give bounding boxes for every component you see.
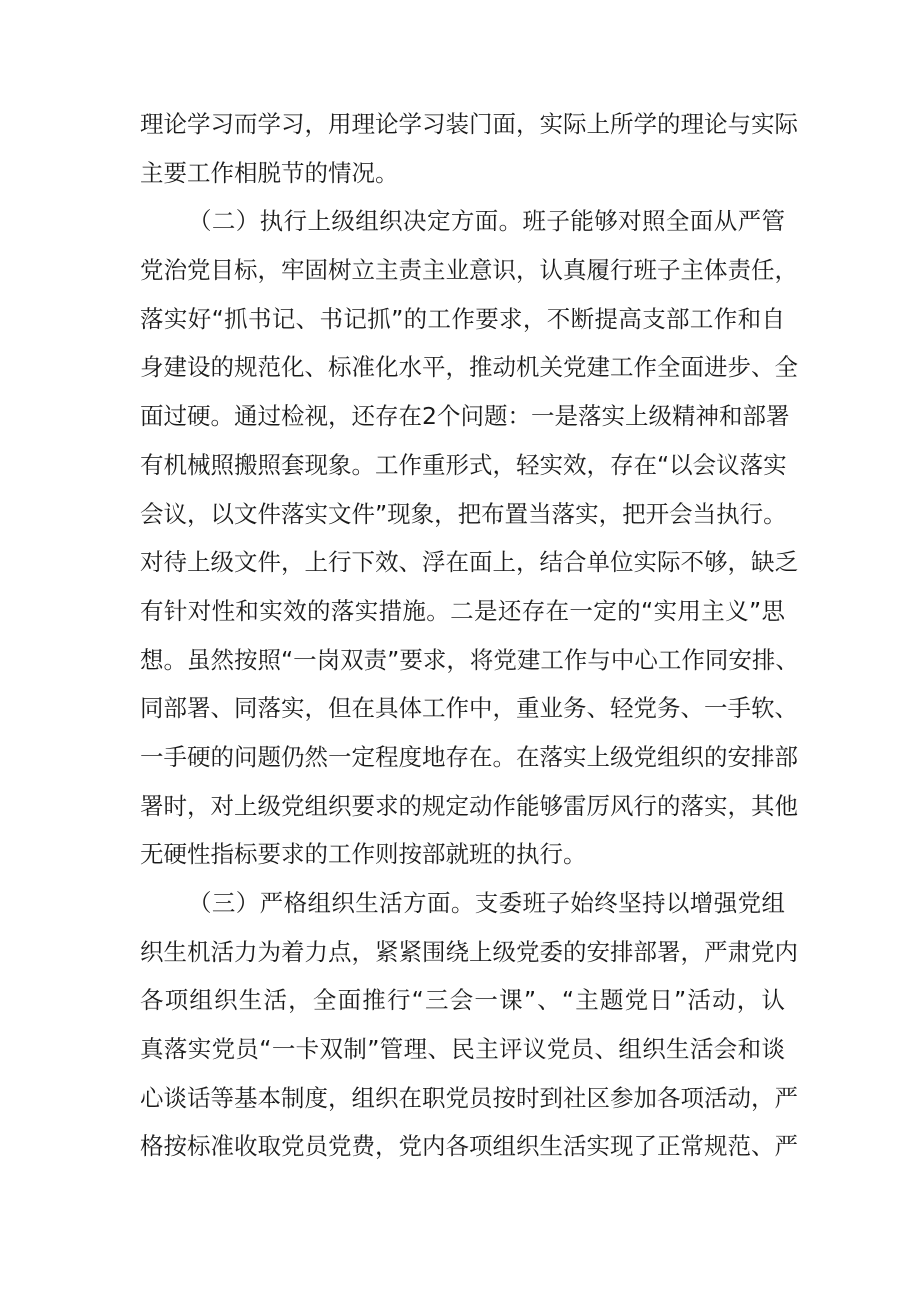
text-line: 一手硬的问题仍然一定程度地存在。在落实上级党组织的安排部 [140, 742, 798, 771]
text-line: 有机械照搬照套现象。工作重形式，轻实效，存在“以会议落实 [140, 450, 787, 479]
section-heading-line: （二）执行上级组织决定方面。班子能够对照全面从严管 [188, 207, 785, 236]
text-line: 想。虽然按照“一岗双责”要求，将党建工作与中心工作同安排、 [140, 645, 799, 674]
text-line: 会议，以文件落实文件”现象，把布置当落实，把开会当执行。 [140, 499, 787, 528]
text-line: 心谈话等基本制度，组织在职党员按时到社区参加各项活动，严 [140, 1083, 798, 1112]
text-line: 党治党目标，牢固树立主责主业意识，认真履行班子主体责任， [140, 256, 798, 285]
text-line: 有针对性和实效的落实措施。二是还存在一定的“实用主义”思 [140, 596, 785, 625]
text-line: 落实好“抓书记、书记抓”的工作要求，不断提高支部工作和自 [140, 304, 785, 333]
text-line: 署时，对上级党组织要求的规定动作能够雷厉风行的落实，其他 [140, 791, 798, 820]
text-line: 各项组织生活，全面推行“三会一课”、“主题党日”活动，认 [140, 986, 785, 1015]
text-line: 身建设的规范化、标准化水平，推动机关党建工作全面进步、全 [140, 353, 798, 382]
section-heading-line: （三）严格组织生活方面。支委班子始终坚持以增强党组 [188, 889, 785, 917]
document-body [140, 100, 799, 1171]
text-line: 真落实党员“一卡双制”管理、民主评议党员、组织生活会和谈 [140, 1035, 785, 1064]
text-line: 理论学习而学习，用理论学习装门面，实际上所学的理论与实际 [140, 110, 798, 138]
text-line: 对待上级文件，上行下效、浮在面上，结合单位实际不够，缺乏 [140, 548, 798, 577]
text-line: 面过硬。通过检视，还存在2个问题：一是落实上级精神和部署 [140, 402, 790, 431]
text-line: 无硬性指标要求的工作则按部就班的执行。 [140, 840, 587, 869]
text-line: 主要工作相脱节的情况。 [140, 158, 399, 187]
text-line: 格按标准收取党员党费，党内各项组织生活实现了正常规范、严 [140, 1132, 798, 1161]
text-line: 织生机活力为着力点，紧紧围绕上级党委的安排部署，严肃党内 [140, 937, 798, 966]
text-line: 同部署、同落实，但在具体工作中，重业务、轻党务、一手软、 [140, 694, 798, 723]
